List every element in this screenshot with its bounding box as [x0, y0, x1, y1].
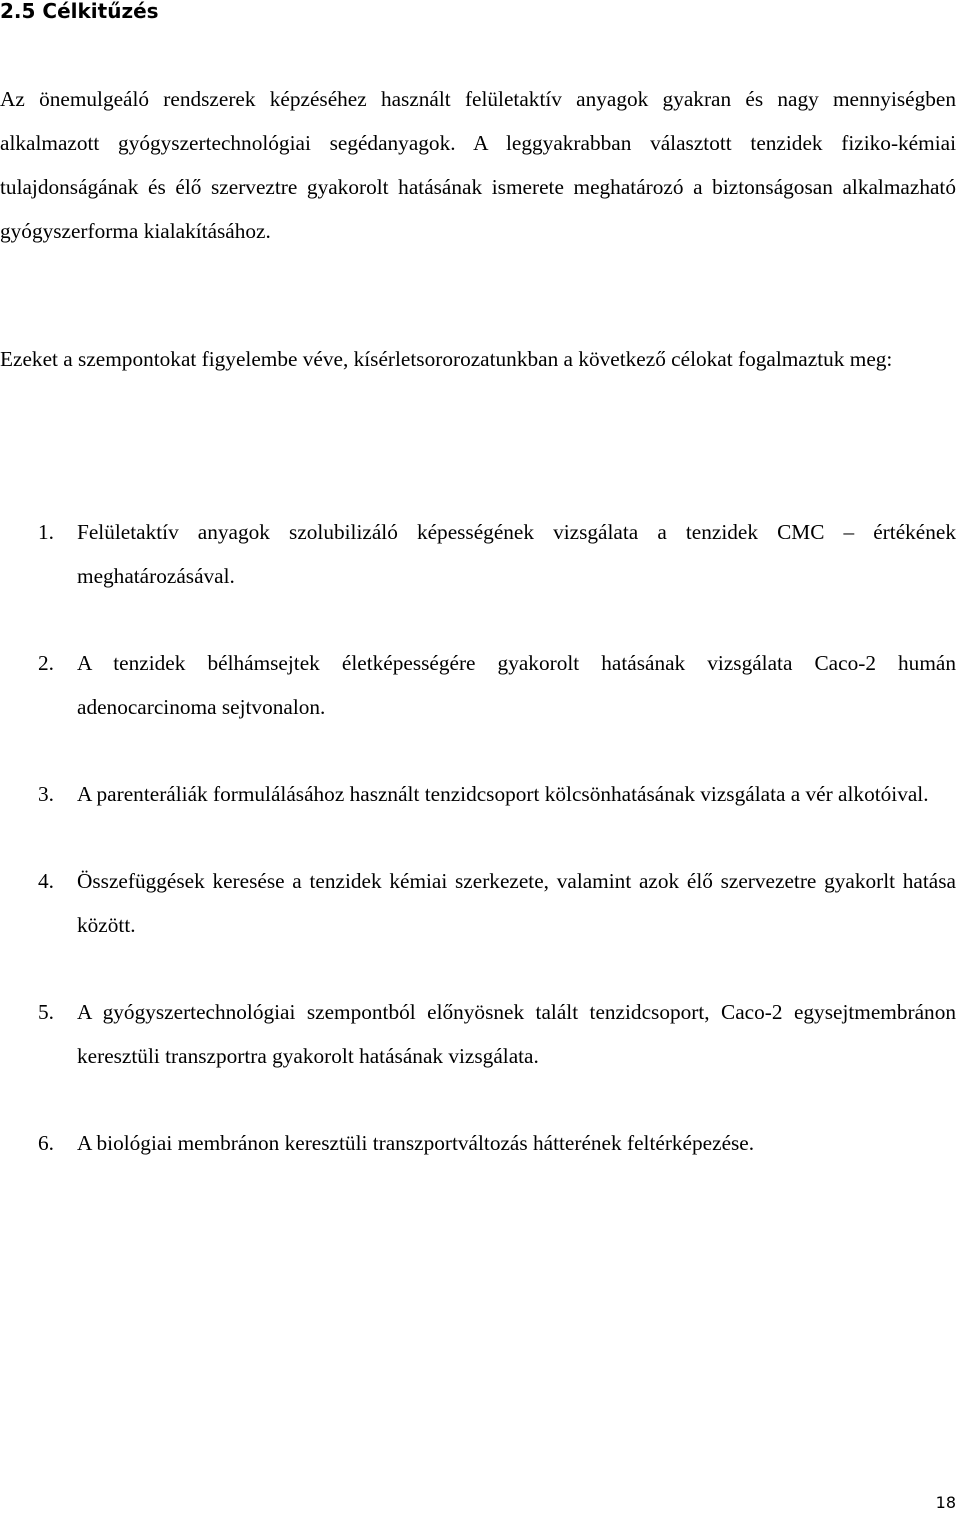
goals-list [0, 510, 956, 1165]
goal-text: A biológiai membránon keresztüli transzportváltozás hátterének feltérképezése. [77, 1131, 755, 1155]
goal-number: 1. [38, 520, 54, 544]
goal-item [0, 510, 956, 598]
goal-item [0, 772, 956, 816]
page-number: 18 [935, 1493, 956, 1512]
goal-item [0, 990, 956, 1078]
goal-number: 4. [38, 869, 54, 893]
goal-item [0, 641, 956, 729]
goal-text: A tenzidek bélhámsejtek életképességére gyakorolt hatásának vizsgálata Caco-2 humán adenocarcinoma sejtvonalon. [77, 651, 956, 719]
intro-paragraph: Az önemulgeáló rendszerek képzéséhez használt felületaktív anyagok gyakran és nagy mennyiségben alkalmazott gyógyszertechnológiai segédanyagok. A leggyakrabban választott tenzidek fiziko-kémiai tulajdonságának és élő szerveztre gyakorolt hatásának ismerete meghatározó a biztonságosan alkalmazható gyógyszerforma kialakításához. [0, 87, 956, 243]
goal-item [0, 859, 956, 947]
goals-intro-paragraph: Ezeket a szempontokat figyelembe véve, kísérletsororozatunkban a következő célokat fogalmaztuk meg: [0, 347, 893, 371]
goal-text: Felületaktív anyagok szolubilizáló képességének vizsgálata a tenzidek CMC – értékének meghatározásával. [77, 520, 956, 588]
goal-number: 2. [38, 651, 54, 675]
goal-number: 5. [38, 1000, 54, 1024]
section-heading: 2.5 Célkitűzés [0, 0, 159, 23]
goal-item [0, 1121, 956, 1165]
goal-number: 6. [38, 1131, 54, 1155]
goal-number: 3. [38, 782, 54, 806]
goal-text: Összefüggések keresése a tenzidek kémiai szerkezete, valamint azok élő szervezetre gyakorlt hatása között. [77, 869, 956, 937]
goal-text: A gyógyszertechnológiai szempontból előnyösnek talált tenzidcsoport, Caco-2 egysejtmembránon keresztüli transzportra gyakorolt hatásának vizsgálata. [77, 1000, 956, 1068]
goal-text: A parenteráliák formulálásához használt tenzidcsoport kölcsönhatásának vizsgálata a vér alkotóival. [77, 782, 929, 806]
